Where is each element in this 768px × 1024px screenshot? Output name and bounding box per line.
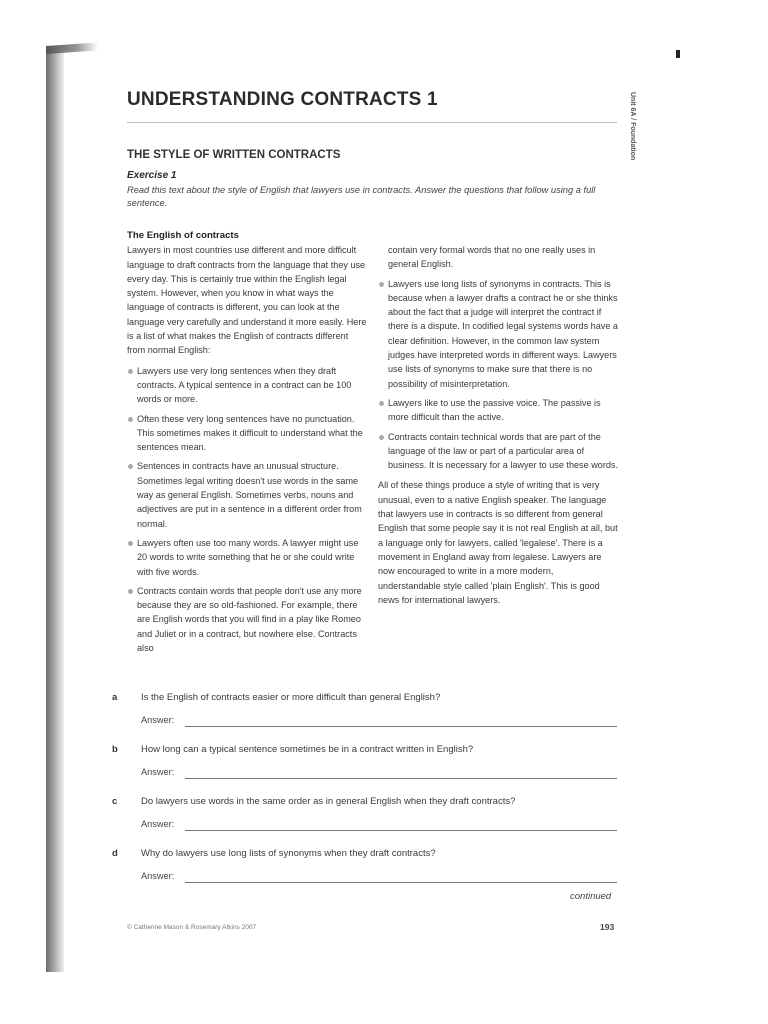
- question-letter: b: [112, 744, 118, 755]
- reading-column-right: [378, 243, 618, 613]
- question-a: [112, 692, 622, 744]
- copyright-notice: © Catherine Mason & Rosemary Atkins 2007: [127, 924, 257, 931]
- bullet-continuation: contain very formal words that no one really uses in general English.: [388, 245, 596, 270]
- bullet-item: Sentences in contracts have an unusual structure. Sometimes legal writing doesn't use words in the same way as general English. Sometimes verbs, nouns and adjectives are put in a sentence in a different order from normal.: [127, 459, 367, 530]
- question-letter: c: [112, 796, 118, 807]
- section-title: THE STYLE OF WRITTEN CONTRACTS: [127, 149, 341, 161]
- answer-line[interactable]: [185, 830, 617, 831]
- book-spine-shadow: [46, 46, 64, 972]
- answer-line[interactable]: [185, 882, 617, 883]
- bullet-item: Lawyers often use too many words. A lawyer might use 20 words to write something that he or she could write with five words.: [127, 536, 367, 579]
- question-letter: a: [112, 692, 118, 703]
- exercise-label: Exercise 1: [127, 170, 177, 181]
- unit-side-tab: Unit 6A / Foundation: [629, 92, 636, 161]
- reading-conclusion: All of these things produce a style of writing that is very unusual, even to a native English speaker. The language that lawyers use in contracts is so different from general English that some people say it is not real English at all, but a language only for lawyers, called 'legalese'. There is a movement in England away from legalese. Lawyers are now encouraged to write in a more modern, understandable style called 'plain English'. This is good news for international lawyers.: [378, 480, 618, 605]
- reading-intro: Lawyers in most countries use different and more difficult language to draft contracts from the language that they use every day. This is certainly true within the English legal system. However, when you know in what ways the language of contracts is different, you can look at the language very carefully and understand it more easily. Here is a list of what makes the English of contracts different from normal English:: [127, 245, 367, 356]
- question-b: [112, 744, 622, 796]
- title-divider: [127, 122, 617, 123]
- question-list: [112, 692, 622, 900]
- answer-line[interactable]: [185, 726, 617, 727]
- bullet-item: Lawyers use long lists of synonyms in contracts. This is because when a lawyer drafts a contract he or she thinks about the fact that a judge will interpret the contract if there is a dispute. In codified legal systems words have a clear definition. However, in the common law system judges have interpreted words in different ways. Lawyers use lists of synonyms to make sure that there is no possibility of misinterpretation.: [378, 277, 618, 391]
- answer-label: Answer:: [141, 819, 175, 829]
- page-title: UNDERSTANDING CONTRACTS 1: [127, 89, 438, 110]
- question-text: How long can a typical sentence sometimes be in a contract written in English?: [141, 744, 474, 755]
- question-text: Is the English of contracts easier or more difficult than general English?: [141, 692, 441, 703]
- page-number: 193: [600, 922, 615, 932]
- bullet-item: Lawyers like to use the passive voice. The passive is more difficult than the active.: [378, 396, 618, 425]
- answer-line[interactable]: [185, 778, 617, 779]
- answer-label: Answer:: [141, 871, 175, 881]
- continued-label: continued: [570, 891, 612, 902]
- exercise-instructions: Read this text about the style of English that lawyers use in contracts. Answer the questions that follow using a full sentence.: [127, 185, 596, 208]
- reading-column-left: [127, 229, 367, 661]
- question-d: [112, 848, 622, 900]
- page-corner-shadow: [46, 42, 98, 54]
- page-corner-mark: [676, 50, 680, 58]
- bullet-item: Lawyers use very long sentences when they draft contracts. A typical sentence in a contract can be 100 words or more.: [127, 364, 367, 407]
- question-c: [112, 796, 622, 848]
- bullet-list-right: [378, 277, 618, 473]
- bullet-item: Contracts contain words that people don't use any more because they are so old-fashioned. For example, there are English words that you will find in a play like Romeo and Juliet or in a contract, but nowhere else. Contracts also: [127, 584, 367, 655]
- question-text: Why do lawyers use long lists of synonyms when they draft contracts?: [141, 848, 436, 859]
- answer-label: Answer:: [141, 715, 175, 725]
- bullet-item: Often these very long sentences have no punctuation. This sometimes makes it difficult to understand what the sentences mean.: [127, 412, 367, 455]
- answer-label: Answer:: [141, 767, 175, 777]
- question-text: Do lawyers use words in the same order as in general English when they draft contracts?: [141, 796, 516, 807]
- question-letter: d: [112, 848, 118, 859]
- reading-heading: The English of contracts: [127, 230, 239, 241]
- bullet-list-left: [127, 364, 367, 656]
- bullet-item: Contracts contain technical words that are part of the language of the law or part of a particular area of business. It is necessary for a lawyer to use these words.: [378, 430, 618, 473]
